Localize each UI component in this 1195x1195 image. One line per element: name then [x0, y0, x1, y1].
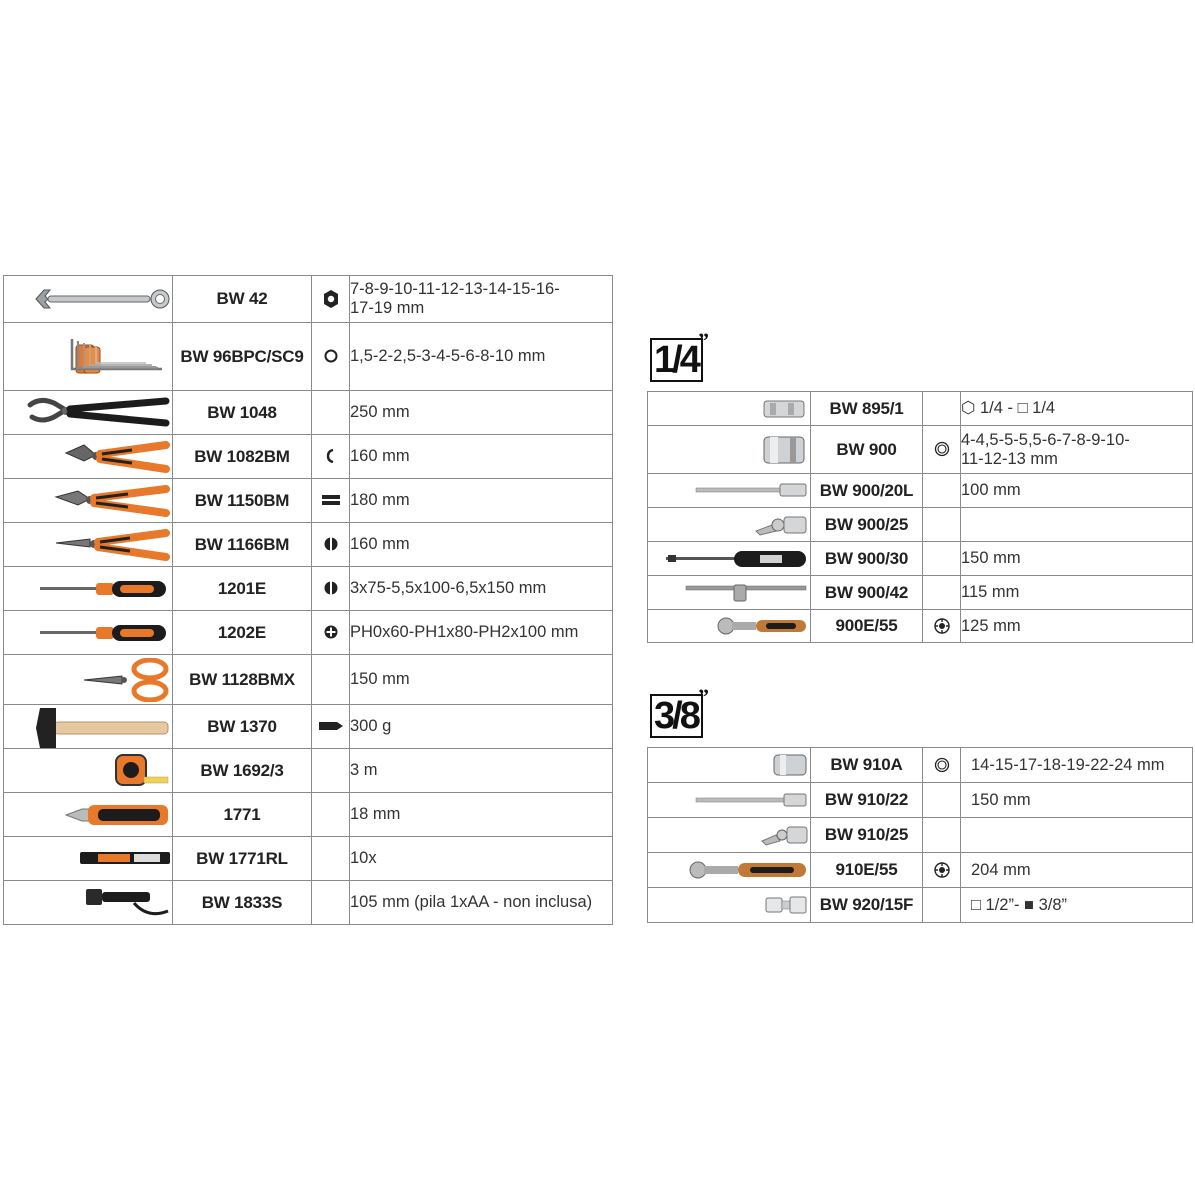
slotted-icon [323, 536, 339, 552]
table-row [4, 567, 613, 611]
tool-image-cell [4, 611, 173, 655]
product-code: BW 1370 [173, 705, 312, 749]
tool-image-cell [4, 749, 173, 793]
extension-bar-icon [694, 481, 810, 499]
spec-symbol-cell [923, 576, 961, 610]
product-spec: 10x [350, 837, 613, 881]
product-code: BW 1150BM [173, 479, 312, 523]
product-code: BW 900/42 [811, 576, 923, 610]
tool-image-cell [648, 888, 811, 923]
spec-symbol-cell [923, 888, 961, 923]
product-code: 1201E [173, 567, 312, 611]
spec-symbol-cell [923, 783, 961, 818]
product-code: BW 900/25 [811, 508, 923, 542]
spec-symbol-cell [923, 392, 961, 426]
flat-jaw-icon [321, 493, 341, 507]
spec-symbol-cell [312, 276, 350, 323]
product-spec: ⬡ 1/4 - □ 1/4 [961, 392, 1193, 426]
inch-mark: ” [698, 328, 709, 353]
tool-image-cell [4, 655, 173, 705]
product-spec: □ 1/2”- ■ 3/8” [961, 888, 1193, 923]
blade-dispenser-icon [78, 849, 172, 867]
product-code: BW 1128BMX [173, 655, 312, 705]
product-code: BW 910/22 [811, 783, 923, 818]
product-code: BW 1771RL [173, 837, 312, 881]
spec-symbol-cell [923, 818, 961, 853]
product-spec: 105 mm (pila 1xAA - non inclusa) [350, 881, 613, 925]
table-row [648, 576, 1193, 610]
circle-icon [323, 348, 339, 364]
adapter-icon [760, 398, 810, 420]
tool-image-cell [4, 391, 173, 435]
product-code: 900E/55 [811, 610, 923, 643]
slotted-icon [323, 580, 339, 596]
product-spec: 160 mm [350, 435, 613, 479]
adapter-icon [762, 894, 810, 916]
spec-symbol-cell [923, 853, 961, 888]
spec-symbol-cell [312, 881, 350, 925]
product-code: BW 1833S [173, 881, 312, 925]
universal-joint-icon [760, 823, 810, 847]
table-row [4, 523, 613, 567]
ratchet-icon [686, 859, 810, 881]
spec-symbol-cell [923, 610, 961, 643]
table-row [648, 474, 1193, 508]
tool-image-cell [648, 542, 811, 576]
product-code: 1202E [173, 611, 312, 655]
product-spec: 1,5-2-2,5-3-4-5-6-8-10 mm [350, 323, 613, 391]
socket-ring-icon [933, 756, 951, 774]
tool-image-cell [648, 392, 811, 426]
product-spec: 18 mm [350, 793, 613, 837]
spec-symbol-cell [923, 542, 961, 576]
hex-nut-icon [321, 289, 341, 309]
table-row [4, 276, 613, 323]
table-row [648, 392, 1193, 426]
table-row [648, 748, 1193, 783]
product-spec: 100 mm [961, 474, 1193, 508]
spec-symbol-cell [312, 391, 350, 435]
product-spec: 160 mm [350, 523, 613, 567]
drive-size-badge-quarter: 1/4 [650, 338, 703, 382]
spec-symbol-cell [312, 837, 350, 881]
product-spec: 3x75-5,5x100-6,5x150 mm [350, 567, 613, 611]
product-spec: 300 g [350, 705, 613, 749]
product-spec: 180 mm [350, 479, 613, 523]
spec-symbol-cell [923, 426, 961, 474]
table-row [4, 391, 613, 435]
product-code: BW 895/1 [811, 392, 923, 426]
product-spec: 3 m [350, 749, 613, 793]
table-row [648, 853, 1193, 888]
table-row [648, 888, 1193, 923]
product-spec [961, 818, 1193, 853]
table-row [648, 783, 1193, 818]
inch-mark: ” [698, 684, 709, 709]
hammer-head-icon [318, 719, 344, 733]
phillips-icon [323, 624, 339, 640]
product-code: BW 910A [811, 748, 923, 783]
tool-image-cell [648, 748, 811, 783]
product-code: BW 1048 [173, 391, 312, 435]
tool-image-cell [648, 474, 811, 508]
product-code: BW 900 [811, 426, 923, 474]
spec-symbol-cell [312, 435, 350, 479]
spec-symbol-cell [312, 479, 350, 523]
sliding-t-handle-icon [684, 582, 810, 604]
table-row [4, 435, 613, 479]
product-spec: 125 mm [961, 610, 1193, 643]
socket-icon [770, 752, 810, 778]
tool-image-cell [4, 881, 173, 925]
spec-symbol-cell [312, 655, 350, 705]
tool-image-cell [648, 610, 811, 643]
product-spec: 204 mm [961, 853, 1193, 888]
tool-image-cell [4, 567, 173, 611]
tool-image-cell [4, 837, 173, 881]
product-code: BW 900/30 [811, 542, 923, 576]
side-cutter-icon [325, 448, 337, 464]
table-row [648, 818, 1193, 853]
quarter-drive-table [647, 391, 1193, 643]
spec-symbol-cell [312, 749, 350, 793]
product-code: BW 42 [173, 276, 312, 323]
phillips-screwdriver-icon [36, 621, 172, 645]
table-row [4, 793, 613, 837]
tool-image-cell [4, 323, 173, 391]
table-row [648, 610, 1193, 643]
table-row [648, 426, 1193, 474]
flashlight-icon [84, 885, 172, 921]
tool-image-cell [648, 853, 811, 888]
product-spec: 250 mm [350, 391, 613, 435]
table-row [4, 837, 613, 881]
utility-knife-icon [64, 800, 172, 830]
socket-icon [760, 434, 810, 466]
product-spec: 150 mm [961, 783, 1193, 818]
spinner-handle-icon [664, 548, 810, 570]
product-code: 910E/55 [811, 853, 923, 888]
tool-image-cell [4, 793, 173, 837]
product-spec: 115 mm [961, 576, 1193, 610]
spec-symbol-cell [312, 705, 350, 749]
diagonal-cutters-icon [62, 439, 172, 475]
tool-image-cell [648, 426, 811, 474]
product-code: BW 1692/3 [173, 749, 312, 793]
eighth-drive-table [647, 747, 1193, 923]
water-pump-pliers-icon [26, 395, 172, 431]
spec-symbol-cell [923, 508, 961, 542]
electrician-scissors-icon [82, 658, 172, 702]
hex-key-set-icon [62, 337, 172, 377]
tool-image-cell [648, 818, 811, 853]
drive-size-badge-eighth: 3/8 [650, 694, 703, 738]
universal-joint-icon [754, 513, 810, 537]
spec-symbol-cell [312, 611, 350, 655]
product-spec: PH0x60-PH1x80-PH2x100 mm [350, 611, 613, 655]
tool-image-cell [648, 576, 811, 610]
long-nose-pliers-icon [54, 527, 172, 563]
product-spec: 150 mm [350, 655, 613, 705]
table-row [4, 881, 613, 925]
tool-image-cell [648, 508, 811, 542]
tool-image-cell [648, 783, 811, 818]
tool-image-cell [4, 276, 173, 323]
tape-measure-icon [112, 753, 172, 789]
product-code: BW 96BPC/SC9 [173, 323, 312, 391]
product-spec: 7-8-9-10-11-12-13-14-15-16- 17-19 mm [350, 276, 613, 323]
product-code: BW 920/15F [811, 888, 923, 923]
tool-image-cell [4, 523, 173, 567]
combination-wrench-icon [32, 287, 172, 311]
product-code: BW 910/25 [811, 818, 923, 853]
product-spec: 4-4,5-5-5,5-6-7-8-9-10- 11-12-13 mm [961, 426, 1193, 474]
product-spec [961, 508, 1193, 542]
extension-bar-icon [694, 791, 810, 809]
spec-symbol-cell [312, 323, 350, 391]
product-code: BW 900/20L [811, 474, 923, 508]
ratchet-gear-icon [933, 617, 951, 635]
spec-symbol-cell [312, 567, 350, 611]
ratchet-icon [714, 615, 810, 637]
table-row [4, 323, 613, 391]
table-row [648, 542, 1193, 576]
product-code: 1771 [173, 793, 312, 837]
table-row [648, 508, 1193, 542]
table-row [4, 479, 613, 523]
product-code: BW 1082BM [173, 435, 312, 479]
ratchet-gear-icon [933, 861, 951, 879]
tool-list-table [3, 275, 613, 925]
product-code: BW 1166BM [173, 523, 312, 567]
tool-image-cell [4, 479, 173, 523]
spec-symbol-cell [312, 793, 350, 837]
hammer-icon [28, 706, 172, 748]
spec-symbol-cell [923, 748, 961, 783]
table-row [4, 655, 613, 705]
socket-ring-icon [933, 440, 951, 458]
spec-symbol-cell [923, 474, 961, 508]
tool-image-cell [4, 705, 173, 749]
product-spec: 14-15-17-18-19-22-24 mm [961, 748, 1193, 783]
table-row [4, 611, 613, 655]
combination-pliers-icon [54, 483, 172, 519]
tool-image-cell [4, 435, 173, 479]
slotted-screwdriver-icon [36, 577, 172, 601]
table-row [4, 749, 613, 793]
product-spec: 150 mm [961, 542, 1193, 576]
table-row [4, 705, 613, 749]
spec-symbol-cell [312, 523, 350, 567]
